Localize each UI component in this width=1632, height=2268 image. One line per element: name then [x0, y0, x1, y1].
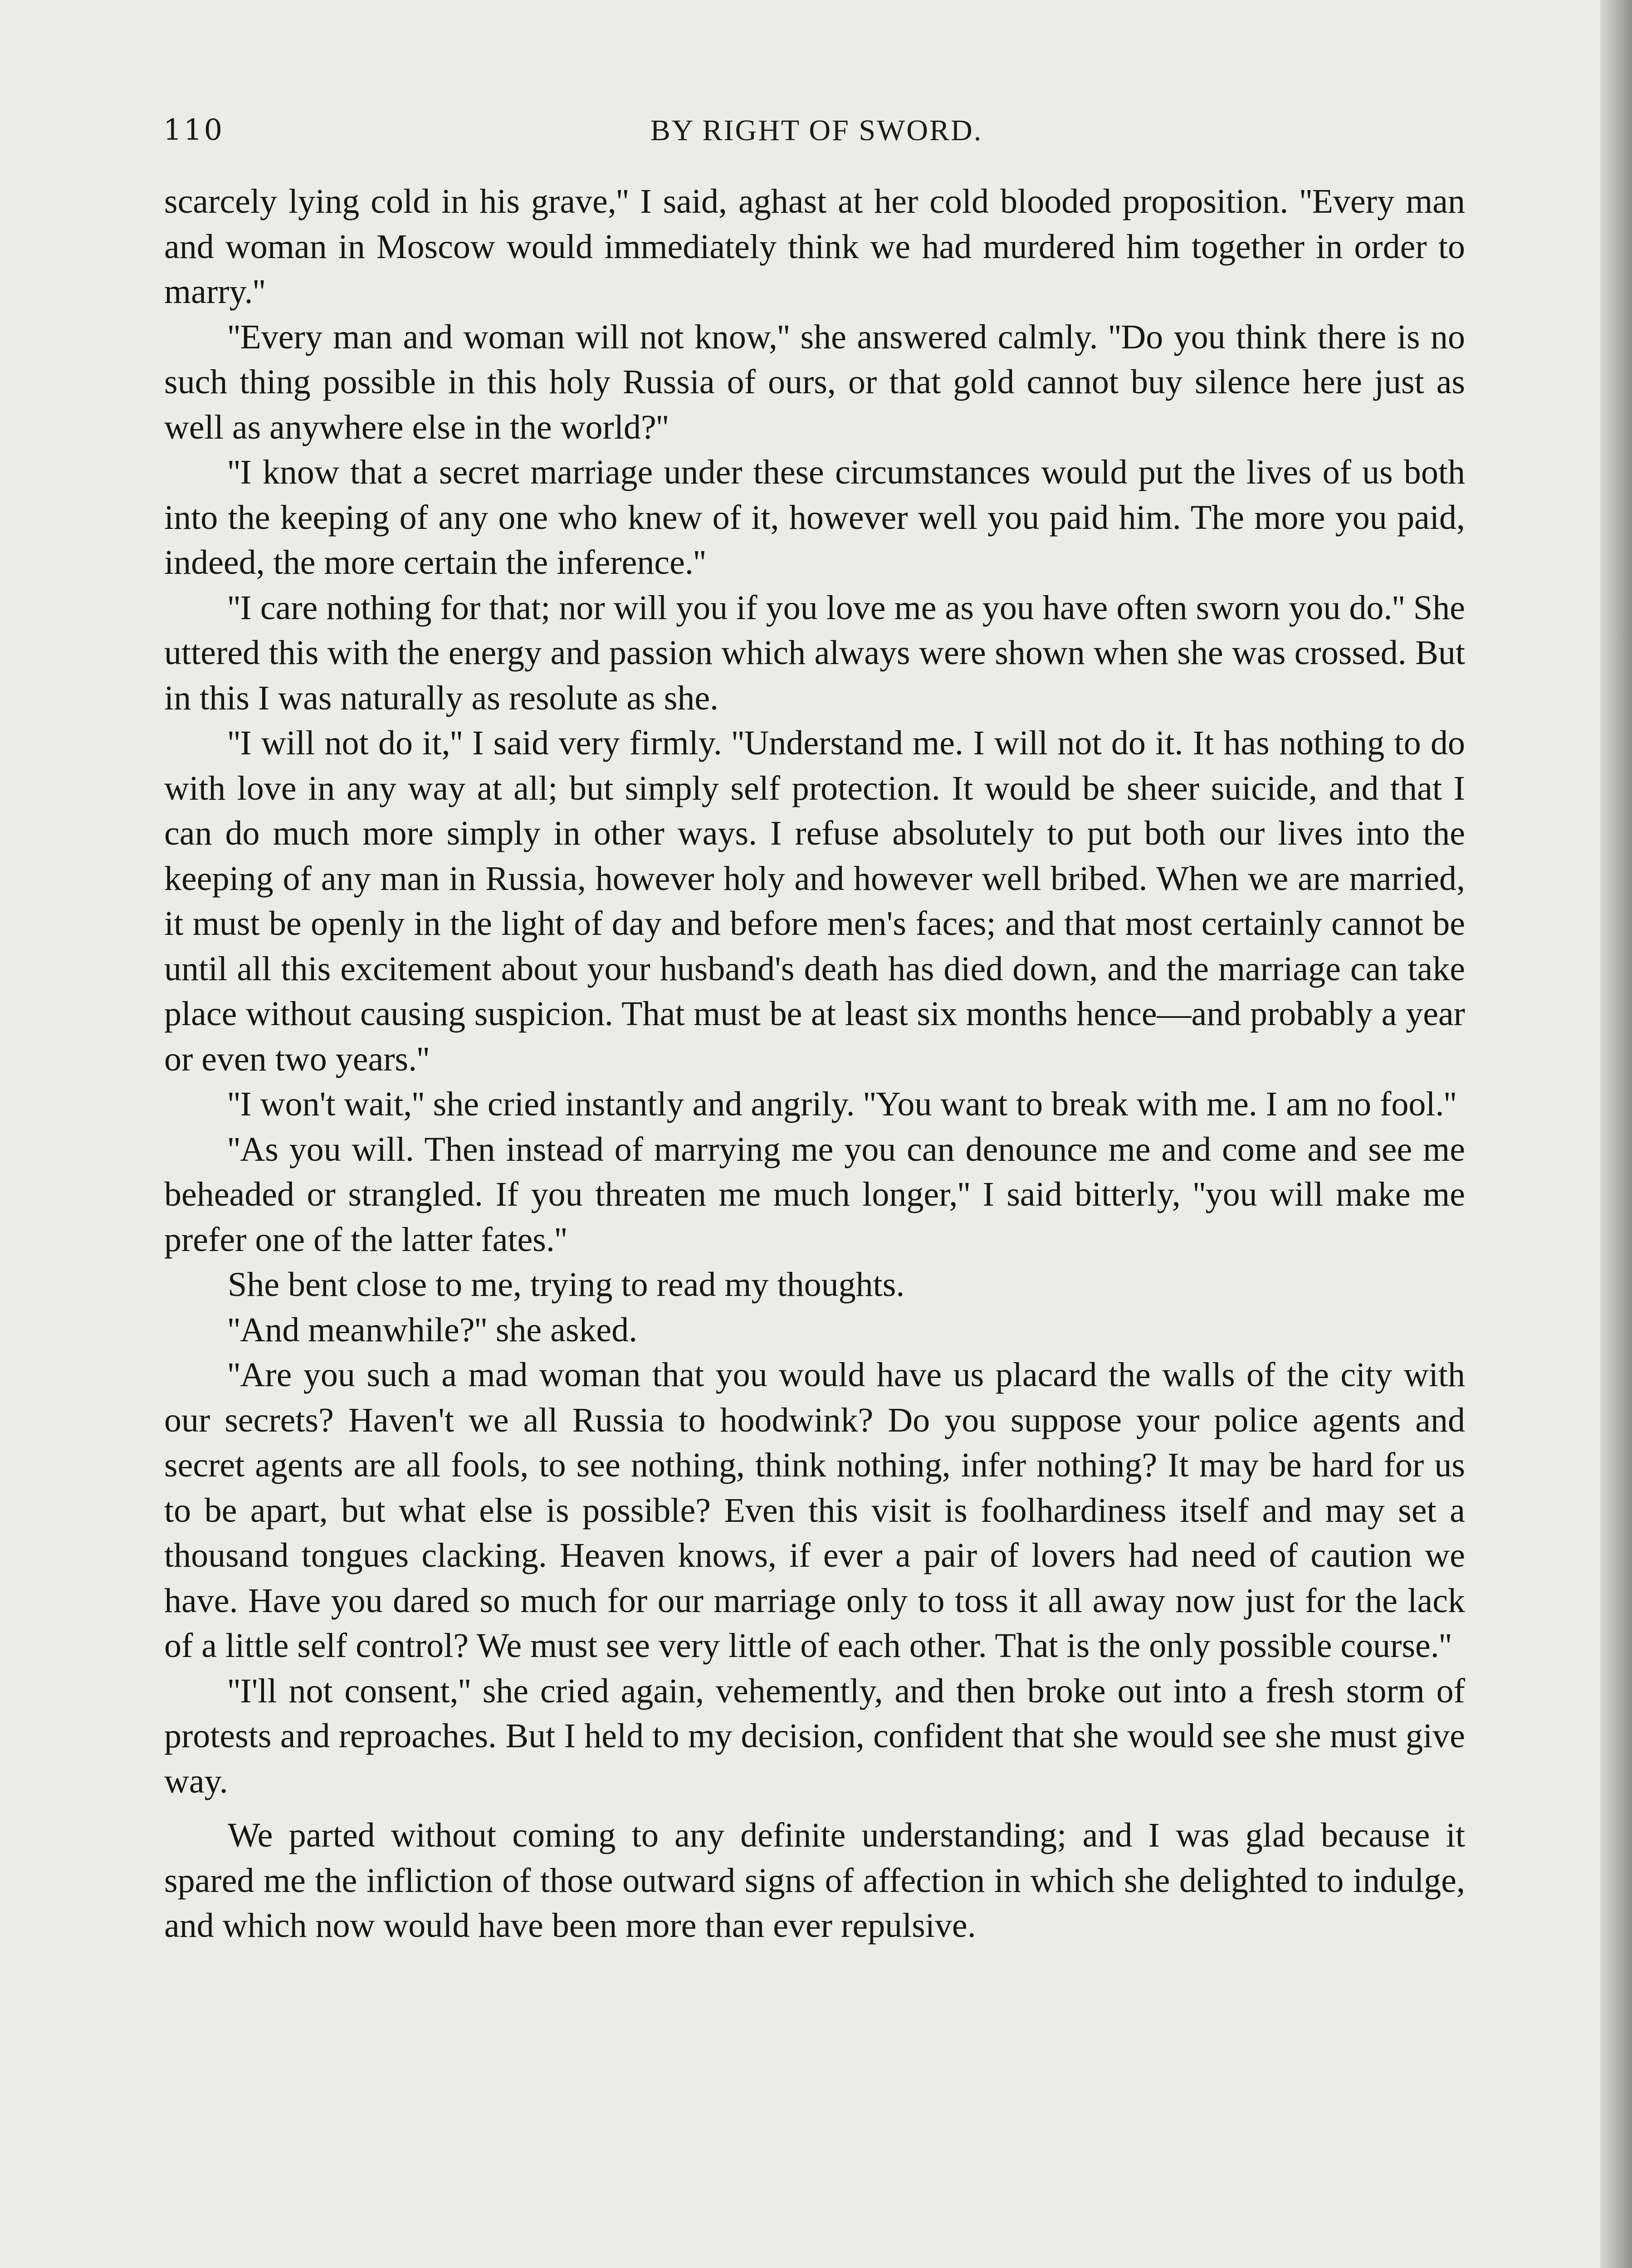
body-text — [164, 179, 1465, 1949]
paragraph: We parted without coming to any definite understanding; and I was glad because it spared me the infliction of those outward signs of affection in which she delighted to indulge, and which now would have been more than ever repulsive. — [164, 1816, 1465, 1945]
running-head: BY RIGHT OF SWORD. — [650, 114, 983, 147]
paragraph: ''I know that a secret marriage under these circumstances would put the lives of us both into the keeping of any one who knew of it, however well you paid him. The more you paid, indeed, the more certain the inference.'' — [164, 453, 1465, 582]
page-header — [163, 113, 1470, 163]
paragraph: ''As you will. Then instead of marrying me you can denounce me and come and see me beheaded or strangled. If you threaten me much longer,'' I said bitterly, ''you will make me prefer one of the latter fates.'' — [164, 1130, 1465, 1259]
paragraph: ''Are you such a mad woman that you would have us placard the walls of the city with our secrets? Haven't we all Russia to hoodwink? Do you suppose your police agents and secret agents are all fools, to see nothing, think nothing, infer nothing? It may be hard for us to be apart, but what else is possible? Even this visit is foolhardiness itself and may set a thousand tongues clacking. Heaven knows, if ever a pair of lovers had need of caution we have. Have you dared so much for our marriage only to toss it all away now just for the lack of a little self control? We must see very little of each other. That is the only possible course.'' — [164, 1356, 1465, 1665]
page-number: 110 — [163, 113, 225, 147]
paragraph: She bent close to me, trying to read my thoughts. — [228, 1266, 905, 1304]
paragraph: ''I care nothing for that; nor will you if you love me as you have often sworn you do.'' She uttered this with the energy and passion which always were shown when she was crossed. But in this I was naturally as resolute as she. — [164, 588, 1465, 717]
paragraph: scarcely lying cold in his grave,'' I said, aghast at her cold blooded proposition. ''Every man and woman in Moscow would immediately think we had murdered him together in order to marry.'' — [164, 182, 1465, 311]
page-edge-shadow — [1600, 0, 1632, 2268]
paragraph: ''I'll not consent,'' she cried again, vehemently, and then broke out into a fresh storm of protests and reproaches. But I held to my decision, confident that she would see she must give way. — [164, 1672, 1465, 1800]
paragraph: ''I will not do it,'' I said very firmly. ''Understand me. I will not do it. It has nothing to do with love in any way at all; but simply self protection. It would be sheer suicide, and that I can do much more simply in other ways. I refuse absolutely to put both our lives into the keeping of any man in Russia, however holy and however well bribed. When we are married, it must be openly in the light of day and before men's faces; and that most certainly cannot be until all this excitement about your husband's death has died down, and the marriage can take place without causing suspicion. That must be at least six months hence—and probably a year or even two years.'' — [164, 724, 1465, 1078]
paragraph: ''And meanwhile?'' she asked. — [228, 1310, 638, 1349]
paragraph: ''I won't wait,'' she cried instantly and angrily. ''You want to break with me. I am no fool.'' — [228, 1085, 1456, 1123]
paragraph: ''Every man and woman will not know,'' she answered calmly. ''Do you think there is no such thing possible in this holy Russia of ours, or that gold cannot buy silence here just as well as anywhere else in the world?'' — [164, 318, 1465, 446]
